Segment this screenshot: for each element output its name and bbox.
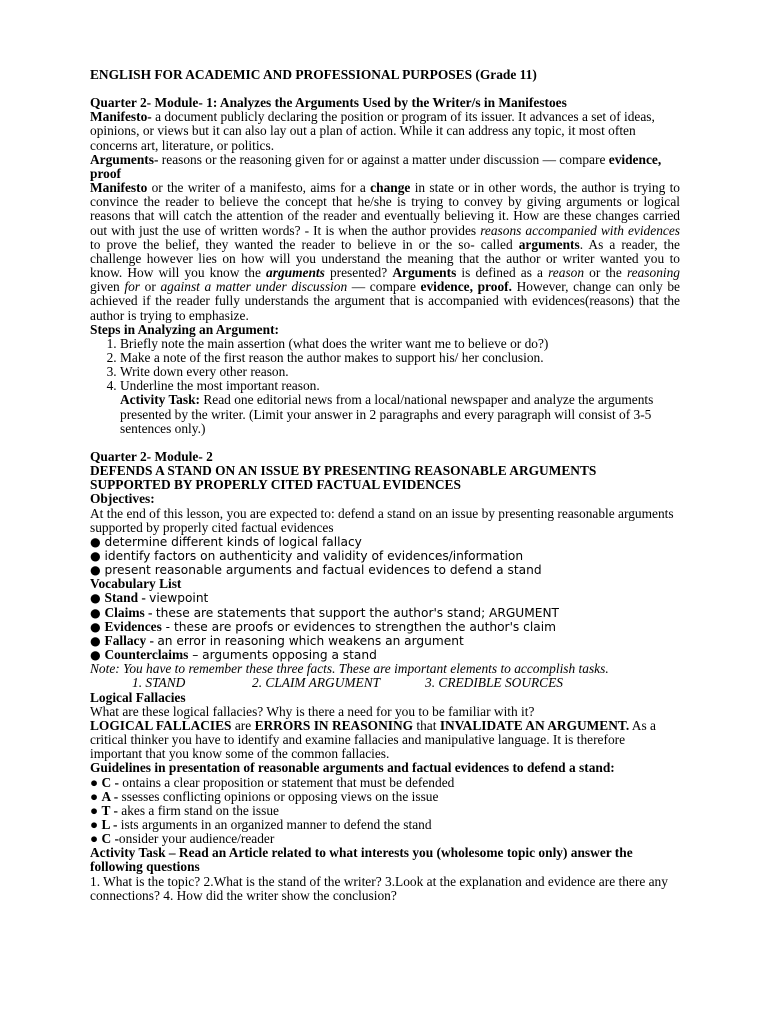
- list-item: 2. Make a note of the first reason the author makes to support his/ her conclusion.: [120, 351, 680, 365]
- vocab-item: ● Counterclaims – arguments opposing a stand: [90, 647, 377, 663]
- element-claim: 2. CLAIM ARGUMENT: [252, 675, 381, 691]
- activity-task-1: Activity Task: Read one editorial news from a local/national newspaper and analyze the arguments presented by the writer. (Limit your answer in 2 paragraphs and every paragraph will consist of 3-5 sentences only.): [120, 392, 654, 436]
- guideline-item: ● T - akes a firm stand on the issue: [90, 802, 279, 818]
- module2-subheading: DEFENDS A STAND ON AN ISSUE BY PRESENTING REASONABLE ARGUMENTS SUPPORTED BY PROPERLY CITED FACTUAL EVIDENCES: [90, 463, 597, 493]
- fallacies-paragraph: LOGICAL FALLACIES are ERRORS IN REASONING that INVALIDATE AN ARGUMENT. As a critical thinker you have to identify and examine fallacies and manipulative language. It is therefore important that you know some of the common fallacies.: [90, 717, 656, 762]
- manifesto-paragraph: Manifesto or the writer of a manifesto, aims for a change in state or in other words, the author is trying to convince the reader to believe the concept that he/she is trying to convey by giving arguments or logical reasons that will catch the attention of the reader and eventually believing it. How are these changes carried out with just the use of written words? - It is when the author provides reasons accompanied with evidences to prove the belief, they wanted the reader to believe in or the so- called arguments. As a reader, the challenge however lies on how will you understand the meaning that the author or writer wanted you to know. How will you know the arguments presented? Arguments is defined as a reason or the reasoning given for or against a matter under discussion — compare evidence, proof. However, change can only be achieved if the reader fully understands the argument that is accompanied with evidences(reasons) that the author is trying to emphasize.: [90, 180, 681, 323]
- objectives-heading: Objectives:: [90, 491, 155, 507]
- fallacies-question: What are these logical fallacies? Why is there a need for you to be familiar with it?: [90, 703, 535, 719]
- guideline-item: ● C - ontains a clear proposition or statement that must be defended: [90, 774, 455, 790]
- guideline-item: ● A - ssesses conflicting opinions or opposing views on the issue: [90, 788, 439, 804]
- guideline-item: ● L - ists arguments in an organized manner to defend the stand: [90, 816, 432, 832]
- list-item: ● determine different kinds of logical fallacy: [90, 534, 362, 549]
- list-item: ● present reasonable arguments and factual evidences to defend a stand: [90, 563, 542, 578]
- objectives-intro: At the end of this lesson, you are expected to: defend a stand on an issue by presenting reasonable arguments supported by properly cited factual evidences: [90, 505, 674, 535]
- elements-list: [90, 676, 680, 690]
- element-stand: 1. STAND: [132, 675, 186, 691]
- arguments-definition: Arguments- reasons or the reasoning given for or against a matter under discussion — compare evidence, proof: [90, 151, 662, 181]
- manifesto-definition: Manifesto- a document publicly declaring the position or program of its issuer. It advances a set of ideas, opinions, or views but it can also lay out a plan of action. While it can address any topic, it most often concerns art, literature, or politics.: [90, 109, 655, 153]
- guideline-item: ● C -onsider your audience/reader: [90, 831, 275, 847]
- vocab-item: ● Claims - these are statements that support the author's stand; ARGUMENT: [90, 604, 560, 620]
- module2-heading: Quarter 2- Module- 2: [90, 448, 213, 464]
- guidelines-heading: Guidelines in presentation of reasonable arguments and factual evidences to defend a stand:: [90, 760, 615, 776]
- steps-list: [90, 337, 680, 394]
- document-title: ENGLISH FOR ACADEMIC AND PROFESSIONAL PURPOSES (Grade 11): [90, 67, 537, 82]
- vocab-item: ● Evidences - these are proofs or evidences to strengthen the author's claim: [90, 618, 556, 634]
- list-item: 1. Briefly note the main assertion (what does the writer want me to believe or do?): [120, 337, 680, 351]
- list-item: 3. Write down every other reason.: [120, 365, 680, 379]
- list-item: ● identify factors on authenticity and validity of evidences/information: [90, 549, 524, 563]
- vocab-item: ● Stand - viewpoint: [90, 590, 209, 606]
- activity-questions: 1. What is the topic? 2.What is the stand of the writer? 3.Look at the explanation and evidence are there any connections? 4. How did the writer show the conclusion?: [90, 873, 668, 903]
- vocabulary-heading: Vocabulary List: [90, 576, 182, 592]
- steps-heading: Steps in Analyzing an Argument:: [90, 321, 279, 337]
- element-sources: 3. CREDIBLE SOURCES: [425, 675, 563, 691]
- vocab-item: ● Fallacy - an error in reasoning which weakens an argument: [90, 632, 464, 648]
- activity-task-2-heading: Activity Task – Read an Article related to what interests you (wholesome topic only) answer the following questions: [90, 845, 633, 875]
- note: Note: You have to remember these three facts. These are important elements to accomplish tasks.: [90, 661, 609, 677]
- module1-heading: Quarter 2- Module- 1: Analyzes the Arguments Used by the Writer/s in Manifestoes: [90, 95, 567, 111]
- fallacies-heading: Logical Fallacies: [90, 689, 186, 705]
- list-item: 4. Underline the most important reason.: [120, 379, 680, 393]
